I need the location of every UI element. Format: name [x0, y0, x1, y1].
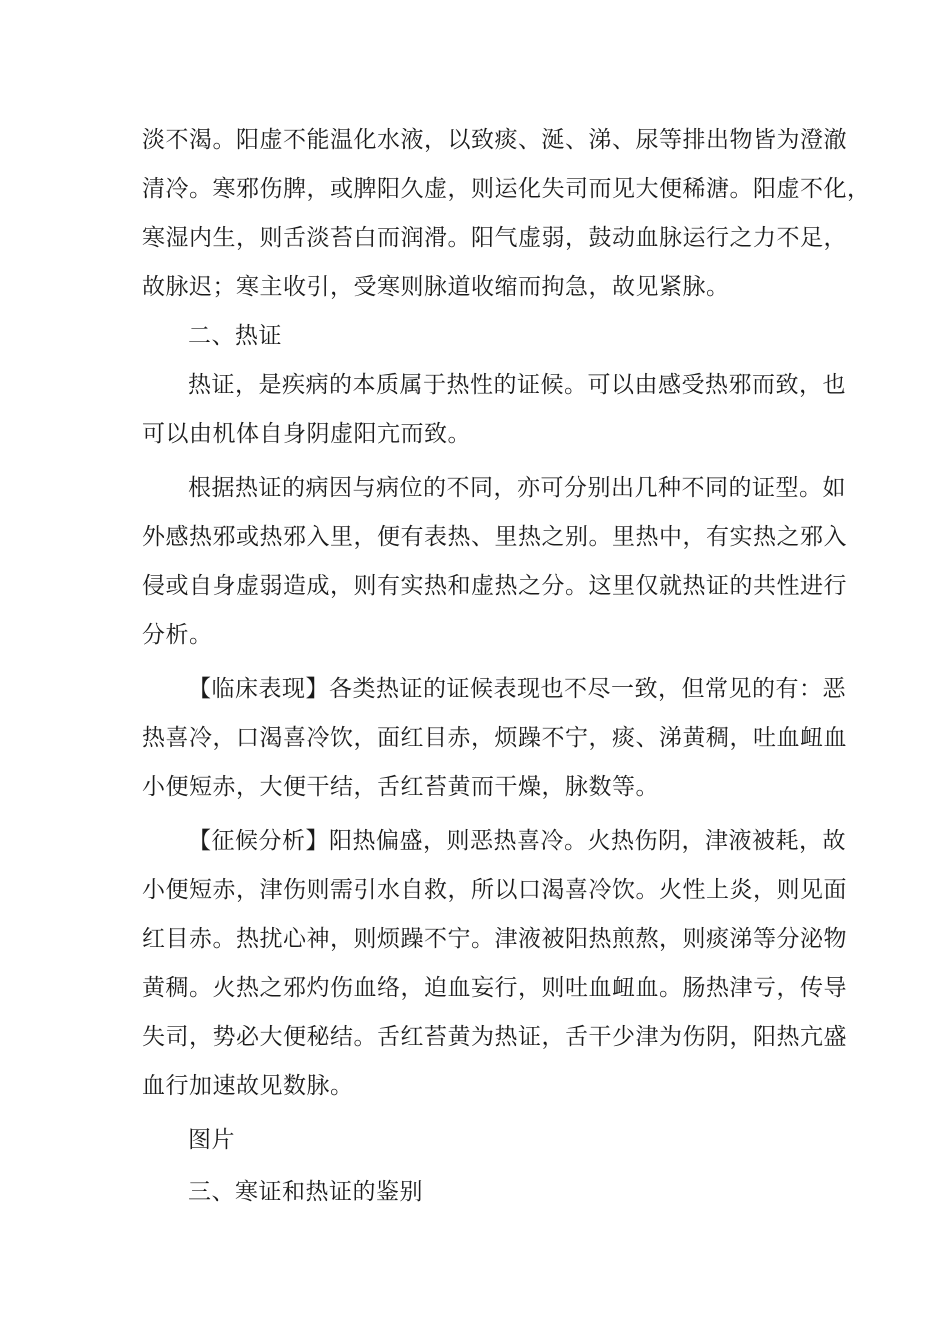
text-line: 清冷。寒邪伤脾，或脾阳久虚，则运化失司而见大便稀溏。阳虚不化，: [142, 176, 871, 202]
section-heading: 三、寒证和热证的鉴别: [188, 1179, 423, 1205]
text-line: 失司，势必大便秘结。舌红苔黄为热证，舌干少津为伤阴，阳热亢盛: [142, 1024, 847, 1050]
text-line: 故脉迟；寒主收引，受寒则脉道收缩而拘急，故见紧脉。: [142, 274, 730, 300]
text-line: 黄稠。火热之邪灼伤血络，迫血妄行，则吐血衄血。肠热津亏，传导: [142, 975, 847, 1001]
heading-heat-syndrome: [142, 312, 822, 361]
paragraph-clinical-manifestation: [142, 665, 847, 812]
text-line: 淡不渴。阳虚不能温化水液，以致痰、涎、涕、尿等排出物皆为澄澈: [142, 127, 847, 153]
paragraph-cold-tail: [142, 116, 871, 312]
heading-differentiation: [142, 1168, 822, 1217]
text-line: 热喜冷，口渴喜冷饮，面红目赤，烦躁不宁，痰、涕黄稠，吐血衄血: [142, 725, 847, 751]
text-line: 小便短赤，津伤则需引水自救，所以口渴喜冷饮。火性上炎，则见面: [142, 877, 847, 903]
text-line: 分析。: [142, 622, 213, 648]
text-line: 小便短赤，大便干结，舌红苔黄而干燥，脉数等。: [142, 774, 659, 800]
text-line: 侵或自身虚弱造成，则有实热和虚热之分。这里仅就热证的共性进行: [142, 573, 847, 599]
text-line: 【征候分析】阳热偏盛，则恶热喜冷。火热伤阴，津液被耗，故: [188, 828, 846, 854]
text-line: 血行加速故见数脉。: [142, 1073, 354, 1099]
text-line: 可以由机体自身阴虚阳亢而致。: [142, 421, 471, 447]
paragraph-heat-types: [142, 464, 847, 660]
text-line: 寒湿内生，则舌淡苔白而润滑。阳气虚弱，鼓动血脉运行之力不足，: [142, 225, 847, 251]
document-page: [142, 116, 871, 1217]
paragraph-heat-definition: [142, 361, 846, 459]
paragraph-syndrome-analysis: [142, 817, 847, 1111]
text-line: 热证，是疾病的本质属于热性的证候。可以由感受热邪而致，也: [188, 372, 846, 398]
text-line: 外感热邪或热邪入里，便有表热、里热之别。里热中，有实热之邪入: [142, 524, 847, 550]
section-heading: 二、热证: [188, 323, 282, 349]
text-line: 红目赤。热扰心神，则烦躁不宁。津液被阳热煎熬，则痰涕等分泌物: [142, 926, 847, 952]
image-placeholder: [142, 1116, 822, 1165]
image-caption: 图片: [188, 1127, 235, 1153]
text-line: 【临床表现】各类热证的证候表现也不尽一致，但常见的有：恶: [188, 676, 846, 702]
text-line: 根据热证的病因与病位的不同，亦可分别出几种不同的证型。如: [188, 475, 846, 501]
